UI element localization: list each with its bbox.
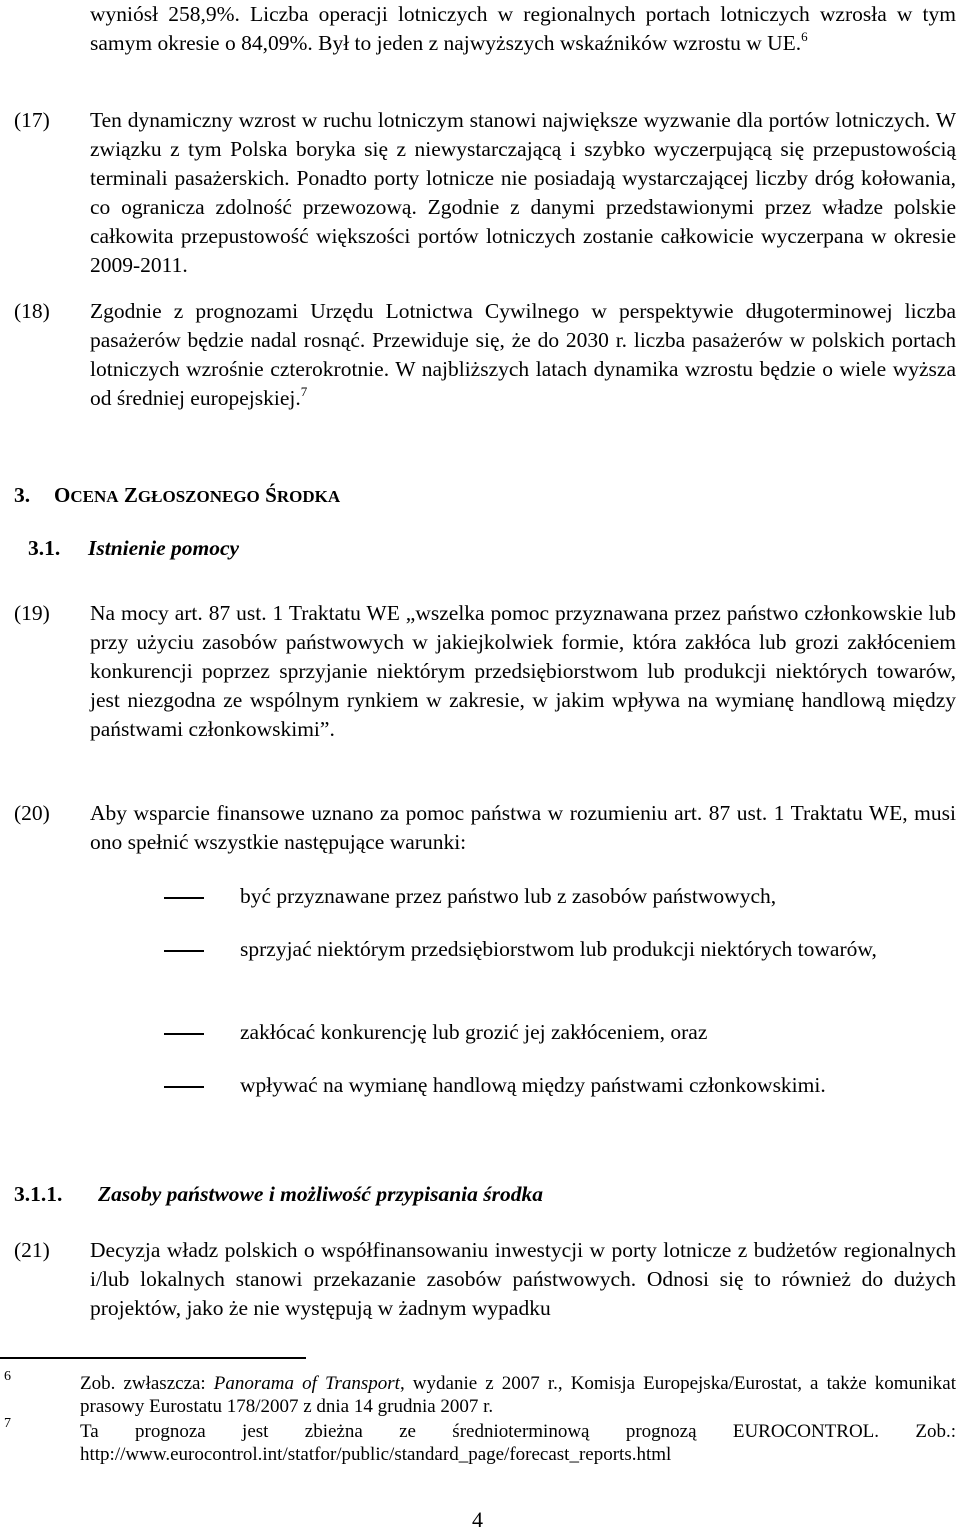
footnote-6: Zob. zwłaszcza: Panorama of Transport, wydanie z 2007 r., Komisja Europejska/Eurostat, a także komunikat prasowy Eurostatu 178/2007 z dnia 14 grudnia 2007 r. [80,1373,957,1417]
subsection-number: 3.1. [28,536,61,560]
footnote-number: 6 [4,1369,11,1384]
list-dash [164,1033,204,1035]
paragraph-text: Zgodnie z prognozami Urzędu Lotnictwa Cywilnego w perspektywie długoterminowej liczba pasażerów będzie nadal rosnąć. Przewiduje się, że do 2030 r. liczba pasażerów w polskich portach lotniczych wzrośnie czterokrotnie. W najbliższych latach dynamika wzrostu będzie o wiele wyższa od średniej europejskiej. [90,299,956,410]
footnote-number: 7 [4,1416,11,1431]
paragraph-18 [90,297,956,413]
paragraph-number-18: (18) [14,299,50,323]
list-item: sprzyjać niektórym przedsiębiorstwom lub produkcji niektórych towarów, [240,937,877,961]
subsection-number: 3.1.1. [14,1182,63,1206]
page-number: 4 [472,1507,483,1532]
paragraph-text: wyniósł 258,9%. Liczba operacji lotniczych w regionalnych portach lotniczych wzrosła w tym samym okresie o 84,09%. Był to jeden z najwyższych wskaźników wzrostu w UE. [90,2,956,55]
paragraph-number-17: (17) [14,108,50,132]
section-title: OCENA ZGŁOSZONEGO ŚRODKA [54,483,341,507]
list-dash [164,1086,204,1088]
footnote-ref-6[interactable]: 6 [801,29,808,44]
list-dash [164,897,204,899]
paragraph-17: Ten dynamiczny wzrost w ruchu lotniczym stanowi największe wyzwanie dla portów lotniczych. W związku z tym Polska boryka się z niewystarczającą i szybko wyczerpującą się przepustowością terminali pasażerskich. Ponadto porty lotnicze nie posiadają wystarczającej liczby dróg kołowania, co ogranicza zdolność przewozową. Zgodnie z danymi przedstawionymi przez władze polskie całkowita przepustowość większości portów lotniczych zostanie całkowicie wyczerpana w okresie 2009-2011. [90,108,956,277]
list-item: być przyznawane przez państwo lub z zasobów państwowych, [240,884,777,908]
paragraph-21: Decyzja władz polskich o współfinansowaniu inwestycji w porty lotnicze z budżetów regionalnych i/lub lokalnych stanowi przekazanie zasobów państwowych. Odnosi się to również do dużych projektów, jako że nie występują w żadnym wypadku [90,1238,956,1320]
subsection-title: Istnienie pomocy [88,536,240,560]
paragraph-number-19: (19) [14,601,50,625]
paragraph-number-20: (20) [14,801,50,825]
footnote-7: Ta prognoza jest zbieżna ze średnioterminową prognozą EUROCONTROL. Zob.: http://www.eurocontrol.int/statfor/public/standard_page/forecast_reports.html [80,1421,956,1465]
paragraph-continuation [90,0,956,58]
subsection-title: Zasoby państwowe i możliwość przypisania środka [98,1182,543,1206]
section-number: 3. [14,483,31,507]
paragraph-19: Na mocy art. 87 ust. 1 Traktatu WE „wszelka pomoc przyznawana przez państwo członkowskie lub przy użyciu zasobów państwowych w jakiejkolwiek formie, która zakłóca lub grozi zakłóceniem konkurencji poprzez sprzyjanie niektórym przedsiębiorstwom lub produkcji niektórych towarów, jest niezgodna ze wspólnym rynkiem w zakresie, w jakim wpływa na wymianę handlową między państwami członkowskimi”. [90,601,956,741]
footnote-ref-7[interactable]: 7 [300,384,308,399]
paragraph-number-21: (21) [14,1238,50,1262]
list-item: wpływać na wymianę handlową między państwami członkowskimi. [240,1073,826,1097]
paragraph-20: Aby wsparcie finansowe uznano za pomoc państwa w rozumieniu art. 87 ust. 1 Traktatu WE, musi ono spełnić wszystkie następujące warunki: [90,801,956,854]
list-dash [164,950,204,952]
list-item: zakłócać konkurencję lub grozić jej zakłóceniem, oraz [240,1020,708,1044]
footnote-separator [0,1357,306,1359]
